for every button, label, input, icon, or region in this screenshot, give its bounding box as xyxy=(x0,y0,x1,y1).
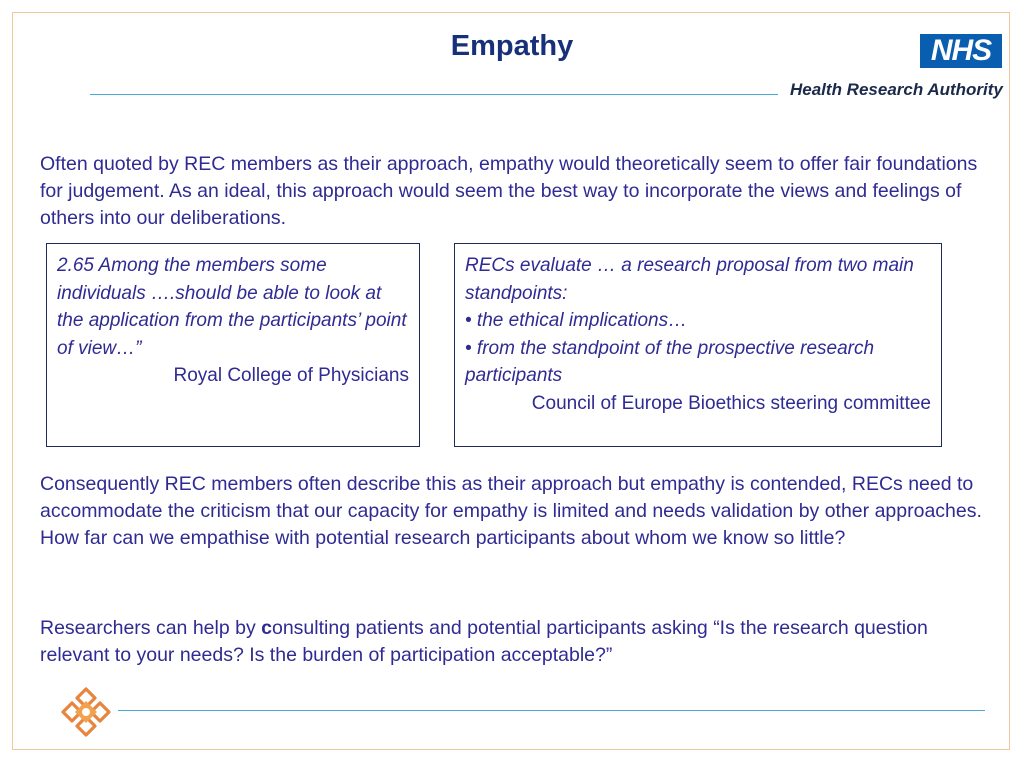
title-divider xyxy=(90,94,778,95)
coe-quote-lead: RECs evaluate … a research proposal from two main standpoints: xyxy=(465,255,914,304)
slide-title: Empathy xyxy=(450,30,574,62)
rcp-attribution: Royal College of Physicians xyxy=(173,365,409,386)
researchers-text-rest: onsulting patients and potential participants asking “Is the research question relevant to your needs? Is the burden of participation acceptable?” xyxy=(40,617,928,666)
quote-box-rcp xyxy=(46,243,420,447)
nhs-logo: NHS xyxy=(920,34,1002,68)
researchers-paragraph xyxy=(40,615,990,669)
health-research-authority-label: Health Research Authority xyxy=(790,80,1003,99)
coe-bullet-item: • from the standpoint of the prospective research participants xyxy=(465,337,875,386)
researchers-bold-letter: c xyxy=(261,617,272,639)
coe-attribution: Council of Europe Bioethics steering committee xyxy=(531,392,931,414)
consequently-paragraph: Consequently REC members often describe this as their approach but empathy is contended, RECs need to accommodate the criticism that our capacity for empathy is limited and needs validation by other approaches. How far can we empathise with potential research participants about whom we know so little? xyxy=(40,473,982,549)
hra-emblem-icon xyxy=(60,686,112,738)
intro-paragraph: Often quoted by REC members as their approach, empathy would theoretically seem to offer fair foundations for judgement. As an ideal, this approach would seem the best way to incorporate the views and feelings of others into our deliberations. xyxy=(40,153,978,229)
researchers-text-start: Researchers can help by xyxy=(40,617,262,639)
rcp-quote-text: 2.65 Among the members some individuals ….should be able to look at the application from the participants’ point of view…” xyxy=(57,255,407,359)
coe-bullet-item: • the ethical implications… xyxy=(465,310,688,331)
quote-box-council-of-europe xyxy=(454,243,942,447)
footer-divider xyxy=(118,710,985,711)
